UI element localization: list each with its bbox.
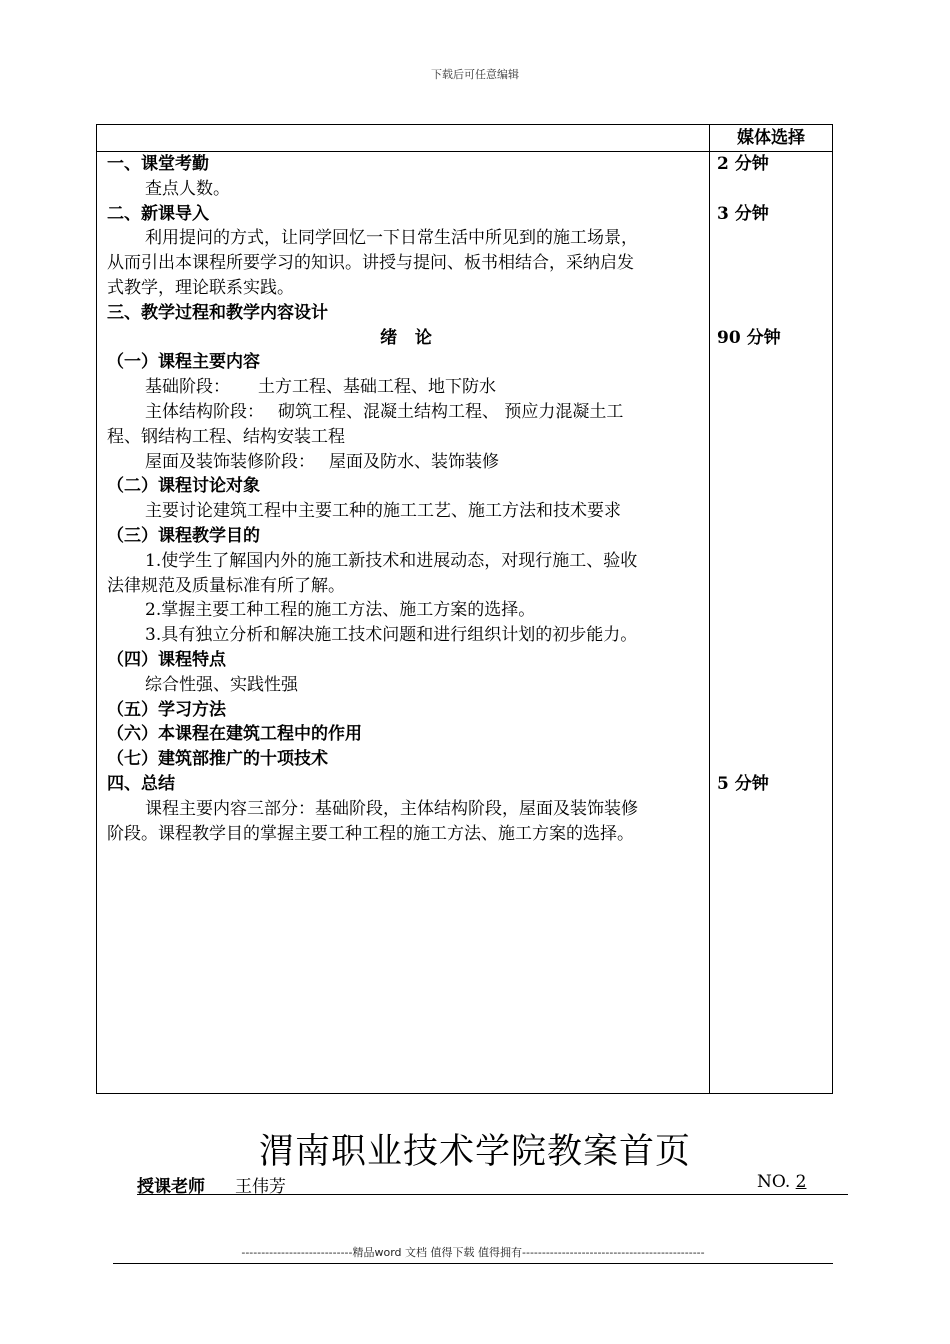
part-title: （五）学习方法 — [107, 699, 226, 720]
part-title: （一）课程主要内容 — [107, 352, 260, 373]
body-line — [107, 400, 705, 425]
body-line: 课程主要内容三部分：基础阶段，主体结构阶段，屋面及装饰装修 — [145, 798, 638, 819]
media-column-header: 媒体选择 — [737, 128, 805, 148]
page-number-value: 2 — [795, 1172, 807, 1192]
body-line: 3.具有独立分析和解决施工技术问题和进行组织计划的初步能力。 — [145, 625, 638, 646]
stage-content: 土方工程、基础工程、地下防水 — [258, 377, 496, 398]
teacher-name: 王伟芳 — [235, 1177, 286, 1197]
page-title: 渭南职业技术学院教案首页 — [258, 1132, 691, 1172]
section-title: 二、新课导入 — [107, 203, 209, 224]
teacher-row — [137, 1170, 848, 1195]
subheading-center: 绪 论 — [380, 327, 432, 348]
body-line: 法律规范及质量标准有所了解。 — [107, 575, 345, 596]
time-allocation: 3 分钟 — [717, 203, 769, 224]
body-line — [107, 450, 705, 475]
body-line: 利用提问的方式，让同学回忆一下日常生活中所见到的施工场景， — [145, 228, 638, 249]
part-title: （三）课程教学目的 — [107, 525, 260, 546]
teacher-label: 授课老师 — [137, 1177, 205, 1197]
page-number — [757, 1172, 806, 1192]
time-allocation: 90 分钟 — [717, 327, 781, 348]
part-title: （二）课程讨论对象 — [107, 476, 260, 497]
body-line — [107, 375, 705, 400]
lesson-table — [96, 124, 833, 1094]
stage-content: 屋面及防水、装饰装修 — [329, 451, 499, 472]
lesson-content — [107, 152, 705, 846]
stage-label: 屋面及装饰装修阶段： — [145, 451, 315, 472]
stage-label: 主体结构阶段： — [145, 401, 264, 422]
body-line: 从而引出本课程所要学习的知识。讲授与提问、板书相结合，采纳启发 — [107, 253, 634, 274]
section-title: 三、教学过程和教学内容设计 — [107, 302, 328, 323]
time-allocation: 5 分钟 — [717, 774, 769, 794]
stage-label: 基础阶段： — [145, 377, 230, 398]
page-number-label: NO. — [757, 1172, 791, 1192]
footer-note: ----------------------------精品word 文档 值得下载 值得拥有---------------------------------------------- — [241, 1246, 705, 1259]
section-title: 一、课堂考勤 — [107, 154, 209, 174]
header-note: 下载后可任意编辑 — [431, 68, 519, 81]
part-title: （四）课程特点 — [107, 649, 226, 670]
body-line: 查点人数。 — [145, 178, 230, 199]
body-line: 1.使学生了解国内外的施工新技术和进展动态，对现行施工、验收 — [145, 550, 638, 571]
part-title: （六）本课程在建筑工程中的作用 — [107, 724, 362, 745]
body-line: 式教学，理论联系实践。 — [107, 277, 294, 298]
stage-content: 砌筑工程、混凝土结构工程、 预应力混凝土工 — [278, 401, 624, 422]
body-line: 阶段。课程教学目的掌握主要工种工程的施工方法、施工方案的选择。 — [107, 823, 634, 844]
body-line: 综合性强、实践性强 — [145, 674, 298, 695]
time-allocation: 2 分钟 — [717, 154, 769, 174]
section-title: 四、总结 — [107, 773, 175, 794]
body-line: 主要讨论建筑工程中主要工种的施工工艺、施工方法和技术要求 — [145, 501, 621, 522]
part-title: （七）建筑部推广的十项技术 — [107, 749, 328, 770]
body-line: 2.掌握主要工种工程的施工方法、施工方案的选择。 — [145, 600, 536, 621]
footer-rule — [113, 1263, 833, 1264]
column-divider — [709, 125, 710, 1093]
body-line: 程、钢结构工程、结构安装工程 — [107, 426, 345, 447]
